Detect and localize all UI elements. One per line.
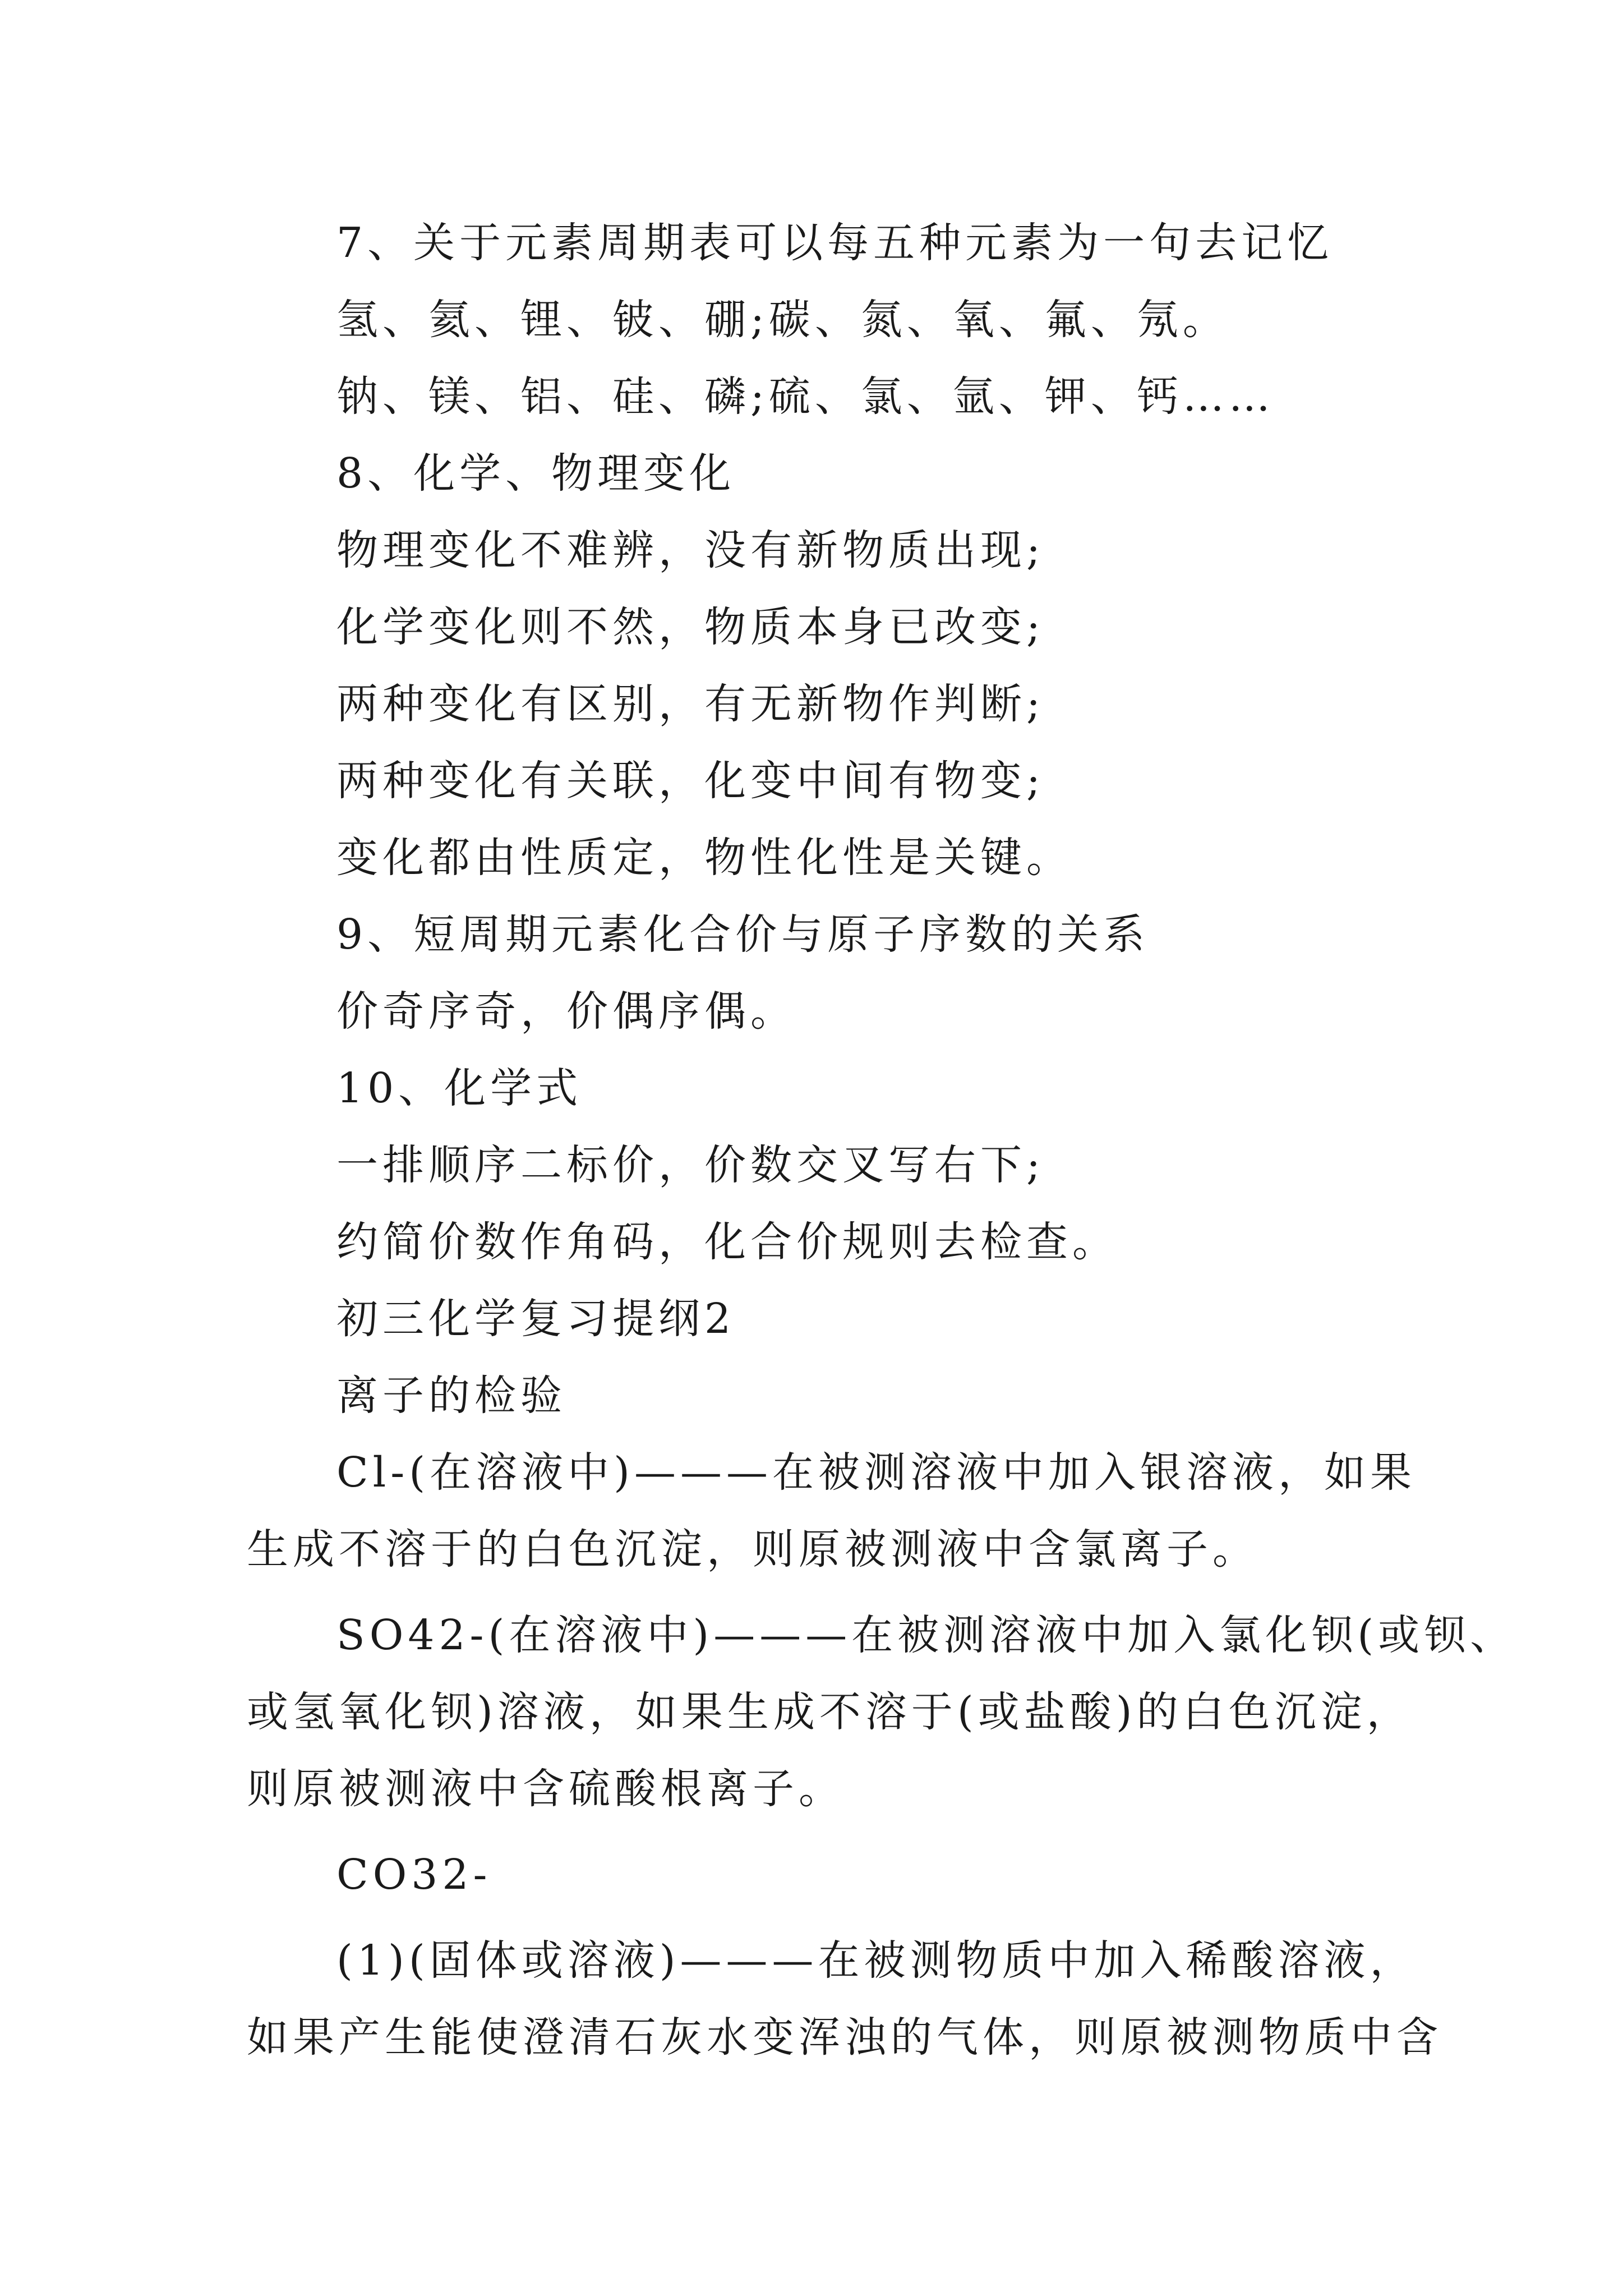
text-line-24: 如果产生能使澄清石灰水变浑浊的气体，则原被测物质中含 [247,2013,1442,2062]
document-body [247,205,1516,2076]
text-line-20: 或氢氧化钡)溶液，如果生成不溶于(或盐酸)的白色沉淀， [247,1688,1413,1736]
text-line-5: 物理变化不难辨，没有新物质出现; [336,526,1045,574]
text-line-12: 10、化学式 [336,1064,583,1112]
section-heading: 初三化学复习提纲2 [336,1295,736,1343]
text-line-7: 两种变化有区别，有无新物作判断; [336,680,1045,728]
text-line-8: 两种变化有关联，化变中间有物变; [336,757,1045,805]
text-line-3: 钠、镁、铝、硅、磷;硫、氯、氩、钾、钙…… [336,372,1275,421]
text-line-10: 9、短周期元素化合价与原子序数的关系 [336,910,1150,959]
text-line-4: 8、化学、物理变化 [336,449,736,498]
text-line-16: 离子的检验 [336,1372,566,1420]
text-line-22: CO32- [336,1851,492,1899]
text-line-11: 价奇序奇，价偶序偶。 [336,987,796,1036]
text-line-1: 7、关于元素周期表可以每五种元素为一句去记忆 [336,219,1334,267]
text-line-9: 变化都由性质定，物性化性是关键。 [336,834,1072,882]
text-line-23: (1)(固体或溶液)———在被测物质中加入稀酸溶液， [336,1936,1416,1985]
text-line-18: 生成不溶于的白色沉淀，则原被测液中含氯离子。 [247,1525,1258,1573]
text-line-6: 化学变化则不然，物质本身已改变; [336,603,1045,651]
text-line-14: 约简价数作角码，化合价规则去检查。 [336,1218,1118,1266]
text-line-21: 则原被测液中含硫酸根离子。 [247,1765,845,1813]
text-line-19: SO42-(在溶液中)———在被测溶液中加入氯化钡(或钡、 [336,1611,1516,1659]
text-line-17: Cl-(在溶液中)———在被测溶液中加入银溶液，如果 [336,1448,1417,1497]
text-line-2: 氢、氦、锂、铍、硼;碳、氮、氧、氟、氖。 [336,296,1229,344]
text-line-13: 一排顺序二标价，价数交叉写右下; [336,1141,1045,1189]
